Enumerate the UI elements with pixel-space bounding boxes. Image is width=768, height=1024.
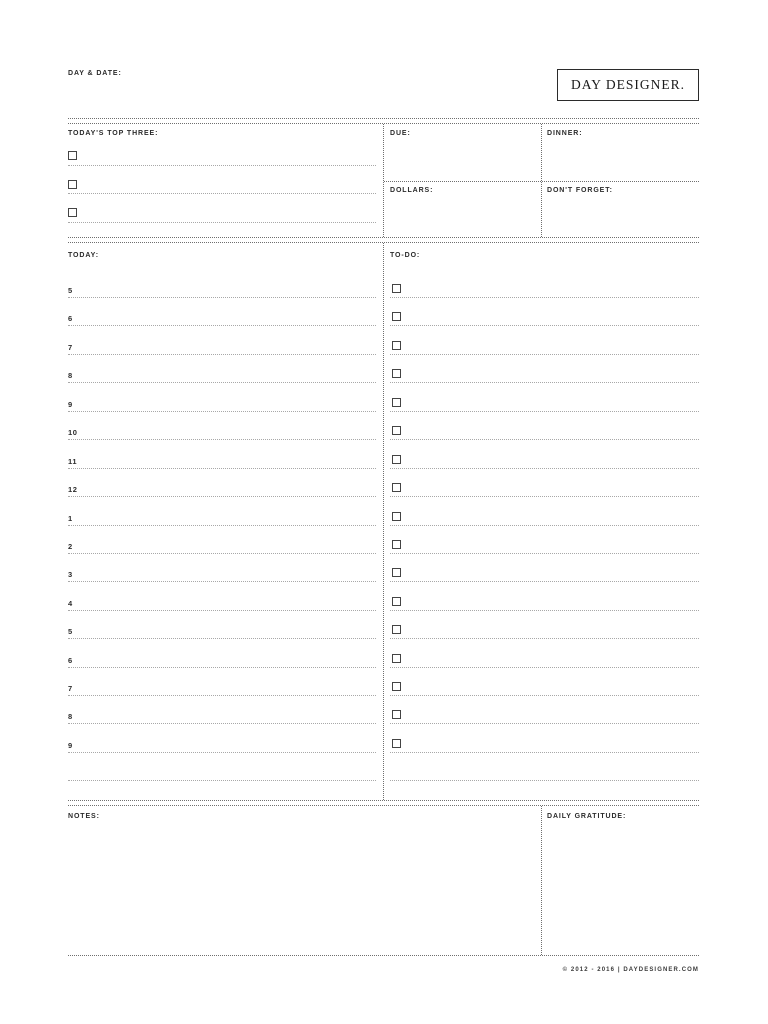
- todo-checkbox[interactable]: [392, 597, 401, 606]
- dont-forget-label: DON'T FORGET:: [547, 187, 613, 194]
- todo-checkbox[interactable]: [392, 312, 401, 321]
- divider: [68, 800, 699, 801]
- todo-checkbox[interactable]: [392, 369, 401, 378]
- hour-label: 4: [68, 599, 73, 608]
- top-three-label: TODAY'S TOP THREE:: [68, 130, 159, 137]
- writing-line: [390, 695, 699, 696]
- writing-line: [68, 439, 376, 440]
- writing-line: [390, 610, 699, 611]
- writing-line: [68, 325, 376, 326]
- writing-line: [390, 723, 699, 724]
- todo-checkbox[interactable]: [392, 512, 401, 521]
- vertical-divider: [383, 243, 384, 800]
- todo-checkbox[interactable]: [392, 654, 401, 663]
- hour-label: 6: [68, 314, 73, 323]
- writing-line: [68, 222, 376, 223]
- hour-label: 2: [68, 542, 73, 551]
- dollars-label: DOLLARS:: [390, 187, 434, 194]
- writing-line: [68, 610, 376, 611]
- writing-line: [68, 193, 376, 194]
- todo-checkbox[interactable]: [392, 284, 401, 293]
- divider: [68, 118, 699, 119]
- brand-logo: DAY DESIGNER.: [557, 69, 699, 101]
- todo-checkbox[interactable]: [392, 341, 401, 350]
- writing-line: [390, 667, 699, 668]
- writing-line: [68, 667, 376, 668]
- writing-line: [390, 297, 699, 298]
- writing-line: [390, 468, 699, 469]
- writing-line: [390, 553, 699, 554]
- writing-line: [68, 165, 376, 166]
- todo-checkbox[interactable]: [392, 568, 401, 577]
- todo-checkbox[interactable]: [392, 426, 401, 435]
- todo-checkbox[interactable]: [392, 682, 401, 691]
- writing-line: [68, 382, 376, 383]
- top-three-checkbox-2[interactable]: [68, 180, 77, 189]
- hour-label: 6: [68, 656, 73, 665]
- writing-line: [390, 354, 699, 355]
- writing-line: [68, 752, 376, 753]
- writing-line: [390, 638, 699, 639]
- writing-line: [68, 723, 376, 724]
- hour-label: 5: [68, 286, 73, 295]
- hour-label: 10: [68, 428, 78, 437]
- divider: [68, 805, 699, 806]
- writing-line: [68, 581, 376, 582]
- divider: [384, 181, 699, 182]
- dinner-label: DINNER:: [547, 130, 583, 137]
- writing-line: [390, 525, 699, 526]
- hour-label: 7: [68, 684, 73, 693]
- writing-line: [390, 496, 699, 497]
- writing-line: [68, 468, 376, 469]
- todo-checkbox[interactable]: [392, 455, 401, 464]
- writing-line: [68, 411, 376, 412]
- writing-line: [68, 354, 376, 355]
- top-three-checkbox-1[interactable]: [68, 151, 77, 160]
- divider: [68, 955, 699, 956]
- todo-checkbox[interactable]: [392, 710, 401, 719]
- writing-line: [390, 325, 699, 326]
- hour-label: 5: [68, 627, 73, 636]
- todo-checkbox[interactable]: [392, 540, 401, 549]
- today-label: TODAY:: [68, 252, 99, 259]
- top-three-checkbox-3[interactable]: [68, 208, 77, 217]
- notes-label: NOTES:: [68, 813, 100, 820]
- hour-label: 3: [68, 570, 73, 579]
- writing-line: [68, 297, 376, 298]
- writing-line: [390, 581, 699, 582]
- copyright-footer: © 2012 - 2016 | DAYDESIGNER.COM: [562, 967, 699, 973]
- hour-label: 9: [68, 400, 73, 409]
- writing-line: [68, 525, 376, 526]
- hour-label: 12: [68, 485, 78, 494]
- hour-label: 1: [68, 514, 73, 523]
- hour-label: 7: [68, 343, 73, 352]
- todo-checkbox[interactable]: [392, 625, 401, 634]
- writing-line: [68, 496, 376, 497]
- day-date-label: DAY & DATE:: [68, 70, 122, 77]
- writing-line: [68, 780, 376, 781]
- divider: [68, 237, 699, 238]
- hour-label: 8: [68, 712, 73, 721]
- todo-checkbox[interactable]: [392, 739, 401, 748]
- writing-line: [390, 780, 699, 781]
- writing-line: [390, 439, 699, 440]
- writing-line: [390, 382, 699, 383]
- due-label: DUE:: [390, 130, 411, 137]
- todo-checkbox[interactable]: [392, 483, 401, 492]
- writing-line: [68, 695, 376, 696]
- vertical-divider: [541, 806, 542, 955]
- hour-label: 11: [68, 457, 78, 466]
- writing-line: [68, 638, 376, 639]
- writing-line: [390, 752, 699, 753]
- todo-label: TO-DO:: [390, 252, 421, 259]
- hour-label: 8: [68, 371, 73, 380]
- todo-checkbox[interactable]: [392, 398, 401, 407]
- gratitude-label: DAILY GRATITUDE:: [547, 813, 627, 820]
- writing-line: [68, 553, 376, 554]
- hour-label: 9: [68, 741, 73, 750]
- writing-line: [390, 411, 699, 412]
